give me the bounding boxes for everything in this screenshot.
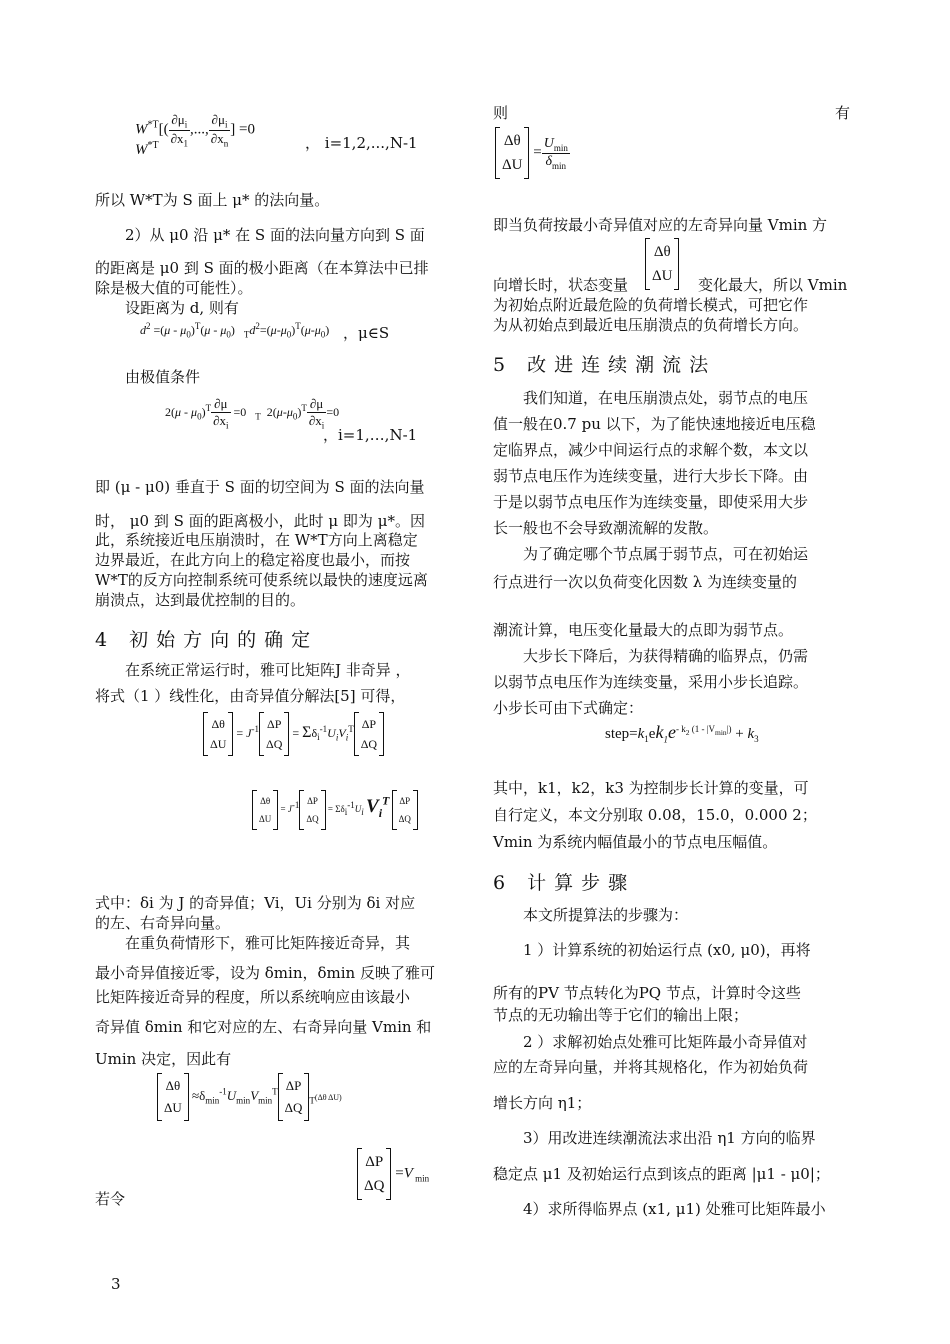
paragraph-5-2: 值一般在0.7 pu 以下，为了能快速地接近电压稳 xyxy=(493,415,816,433)
paragraph-5-4: 弱节点电压作为连续变量，进行大步长下降。由 xyxy=(493,467,809,485)
paragraph-heavy-4: 奇异值 δmin 和它对应的左、右奇异向量 Vmin 和 xyxy=(95,1018,432,1036)
equation-svd: Δθ $\Delta U = J^{-1}$ ΔP $\Delta Q = \Sigma\delta_i^{-1}U_iV_i^T$ ΔP ΔQ xyxy=(203,712,384,756)
equation-distance: $d^2 =(\mu - \mu_0)^T(\mu - \mu_0)$ $_Td^2=(\mu-\mu_0)^T(\mu-\mu_0)$ xyxy=(140,321,330,340)
paragraph-6-8: 稳定点 μ1 及初始运行点到该点的距离 |μ1 - μ0|； xyxy=(493,1165,830,1183)
paragraph-step2-b: 的距离是 μ0 到 S 面的极小距离（在本算法中已排 xyxy=(95,259,429,277)
equation-extreme-condition: $2(\mu - \mu_0)^T$ $\frac{\partial\mu}{\partial x_i}$ =0 $_T$ $2(\mu-\mu_0)^T$ $\frac{\partial\mu}{\partial x_i}$ =0 xyxy=(165,396,340,431)
paragraph-heavy-5: Umin 决定，因此有 xyxy=(95,1050,232,1068)
equation-normal-vector: $W^{*T}$[( $\frac{\partial\mu_i}{\partial x_1}$ ,..., $\frac{\partial\mu_i}{\partial x_n}$ ] =0 xyxy=(135,112,255,149)
paragraph-5-8: 行点进行一次以负荷变化因数 λ 为连续变量的 xyxy=(493,573,798,591)
page-number: 3 xyxy=(111,1275,121,1293)
paragraph-conclusion-3: 此，系统接近电压崩溃时，在 W*T方向上离稳定 xyxy=(95,531,418,549)
paragraph-5-5: 于是以弱节点电压作为连续变量，即使采用大步 xyxy=(493,493,809,511)
paragraph-conclusion-4: 边界最近，在此方向上的稳定裕度也最小，而按 xyxy=(95,551,411,569)
equation-w-label: $W^{*T}$ xyxy=(135,140,159,158)
paragraph-5-13: 其中，k1，k2，k3 为控制步长计算的变量，可 xyxy=(493,779,809,797)
paragraph-where-1: 式中：δi 为 J 的奇异值；Vi，Ui 分别为 δi 对应 xyxy=(95,894,416,912)
paragraph-conclusion-6: 崩溃点，达到最优控制的目的。 xyxy=(95,591,306,609)
paragraph-6-1: 1 ）计算系统的初始运行点 (x0, μ0)，再将 xyxy=(523,941,811,959)
paragraph-right-4: 为从初始点到最近电压崩溃点的负荷增长方向。 xyxy=(493,316,809,334)
paragraph-5-1: 我们知道，在电压崩溃点处，弱节点的电压 xyxy=(523,389,809,407)
paragraph-5-7: 为了确定哪个节点属于弱节点，可在初始运 xyxy=(523,545,809,563)
paragraph-right-2b: 变化最大，所以 Vmin xyxy=(698,276,848,294)
paragraph-conclusion-1: 即 (μ - μ0) 垂直于 S 面的切空间为 S 面的法向量 xyxy=(95,478,425,496)
paragraph-right-1: 即当负荷按最小奇异值对应的左奇异向量 Vmin 方 xyxy=(493,216,828,234)
paragraph-6-7: 3）用改进连续潮流法求出沿 η1 方向的临界 xyxy=(523,1129,816,1147)
paragraph-then-a: 则 xyxy=(493,104,509,122)
equation-step-size: $step=k_1ek_1e^{- k_2 (1 - |V_{min}|)} + k_3$ xyxy=(605,722,759,745)
paragraph-5-3: 定临界点，减少中间运行点的求解个数，本文以 xyxy=(493,441,809,459)
paragraph-heavy-3: 比矩阵接近奇异的程度，所以系统响应由该最小 xyxy=(95,988,411,1006)
paragraph-6-4: 2 ）求解初始点处雅可比矩阵最小奇异值对 xyxy=(523,1033,808,1051)
paragraph-5-10: 大步长下降后，为获得精确的临界点，仍需 xyxy=(523,647,809,665)
paragraph-let: 若令 xyxy=(95,1190,126,1208)
equation-min-singular: Δθ $\Delta U \approx\delta_{min}^{-1}U_{min}V_{min}^T$ ΔP ΔQ $_T$(Δθ ΔU) xyxy=(157,1073,342,1121)
paragraph-jacobian-2: 将式（1 ）线性化，由奇异值分解法[5] 可得， xyxy=(95,687,406,705)
equation-distance-suffix: ，μ∈S xyxy=(343,324,390,342)
paragraph-5-12: 小步长可由下式确定： xyxy=(493,699,644,717)
equation-svd-repeat: Δθ $\Delta U = J^{-1}$ ΔP $\Delta Q = \Sigma\delta_i^{-1}U_i$ $V_i^T$ ΔP ΔQ xyxy=(252,790,418,830)
paragraph-6-6: 增长方向 η1； xyxy=(493,1094,592,1112)
paragraph-distance: 设距离为 d, 则有 xyxy=(125,299,239,317)
paragraph-jacobian-1: 在系统正常运行时，雅可比矩阵J 非奇异 ， xyxy=(125,661,411,679)
equation-then: Δθ ΔU = $\frac{U_{min}}{\delta_{min}}$ xyxy=(495,127,570,179)
paragraph-heavy-1: 在重负荷情形下，雅可比矩阵接近奇异，其 xyxy=(125,934,411,952)
paragraph-extreme: 由极值条件 xyxy=(125,368,201,386)
paragraph-5-9: 潮流计算，电压变化量最大的点即为弱节点。 xyxy=(493,621,794,639)
paragraph-heavy-2: 最小奇异值接近零，设为 δmin，δmin 反映了雅可 xyxy=(95,964,435,982)
equation-state-vector: Δθ ΔU xyxy=(645,238,679,290)
paragraph-step2-a: 2）从 μ0 沿 μ* 在 S 面的法向量方向到 S 面 xyxy=(125,226,425,244)
paragraph-5-14: 自行定义，本文分别取 0.08，15.0，0.000 2； xyxy=(493,806,817,824)
paragraph-6-5: 应的左奇异向量，并将其规格化，作为初始负荷 xyxy=(493,1058,809,1076)
paragraph-where-2: 的左、右奇异向量。 xyxy=(95,914,231,932)
paragraph-conclusion-2: 时， μ0 到 S 面的距离极小，此时 μ 即为 μ*。因 xyxy=(95,512,425,530)
paragraph-right-3: 为初始点附近最危险的负荷增长模式，可把它作 xyxy=(493,296,809,314)
paragraph-5-11: 以弱节点电压作为连续变量，采用小步长追踪。 xyxy=(493,673,809,691)
paragraph-then-b: 有 xyxy=(835,104,851,122)
section-heading-4: 4 初始方向的确定 xyxy=(95,629,319,651)
paragraph-6-2: 所有的PV 节点转化为PQ 节点，计算时令这些 xyxy=(493,984,801,1002)
equation-let: ΔP ΔQ =V $_{min}$ xyxy=(357,1148,429,1200)
equation-index-range: ， i=1,2,...,N-1 xyxy=(305,134,418,152)
paragraph-6-3: 节点的无功输出等于它们的输出上限； xyxy=(493,1006,749,1024)
paragraph-6-9: 4）求所得临界点 (x1, μ1) 处雅可比矩阵最小 xyxy=(523,1200,826,1218)
paragraph-right-2a: 向增长时，状态变量 xyxy=(493,276,629,294)
paragraph-6-0: 本文所提算法的步骤为： xyxy=(523,906,689,924)
paragraph-normal: 所以 W*T为 S 面上 μ* 的法向量。 xyxy=(95,191,330,209)
paragraph-5-6: 长一般也不会导致潮流解的发散。 xyxy=(493,519,719,537)
paragraph-5-15: Vmin 为系统内幅值最小的节点电压幅值。 xyxy=(493,833,778,851)
section-heading-6: 6 计算步骤 xyxy=(493,872,636,894)
paragraph-conclusion-5: W*T的反方向控制系统可使系统以最快的速度远离 xyxy=(95,571,428,589)
paragraph-step2-c: 除是极大值的可能性）。 xyxy=(95,279,253,297)
equation-extreme-suffix: ，i=1,…,N-1 xyxy=(323,426,418,444)
section-heading-5: 5 改进连续潮流法 xyxy=(493,354,717,376)
